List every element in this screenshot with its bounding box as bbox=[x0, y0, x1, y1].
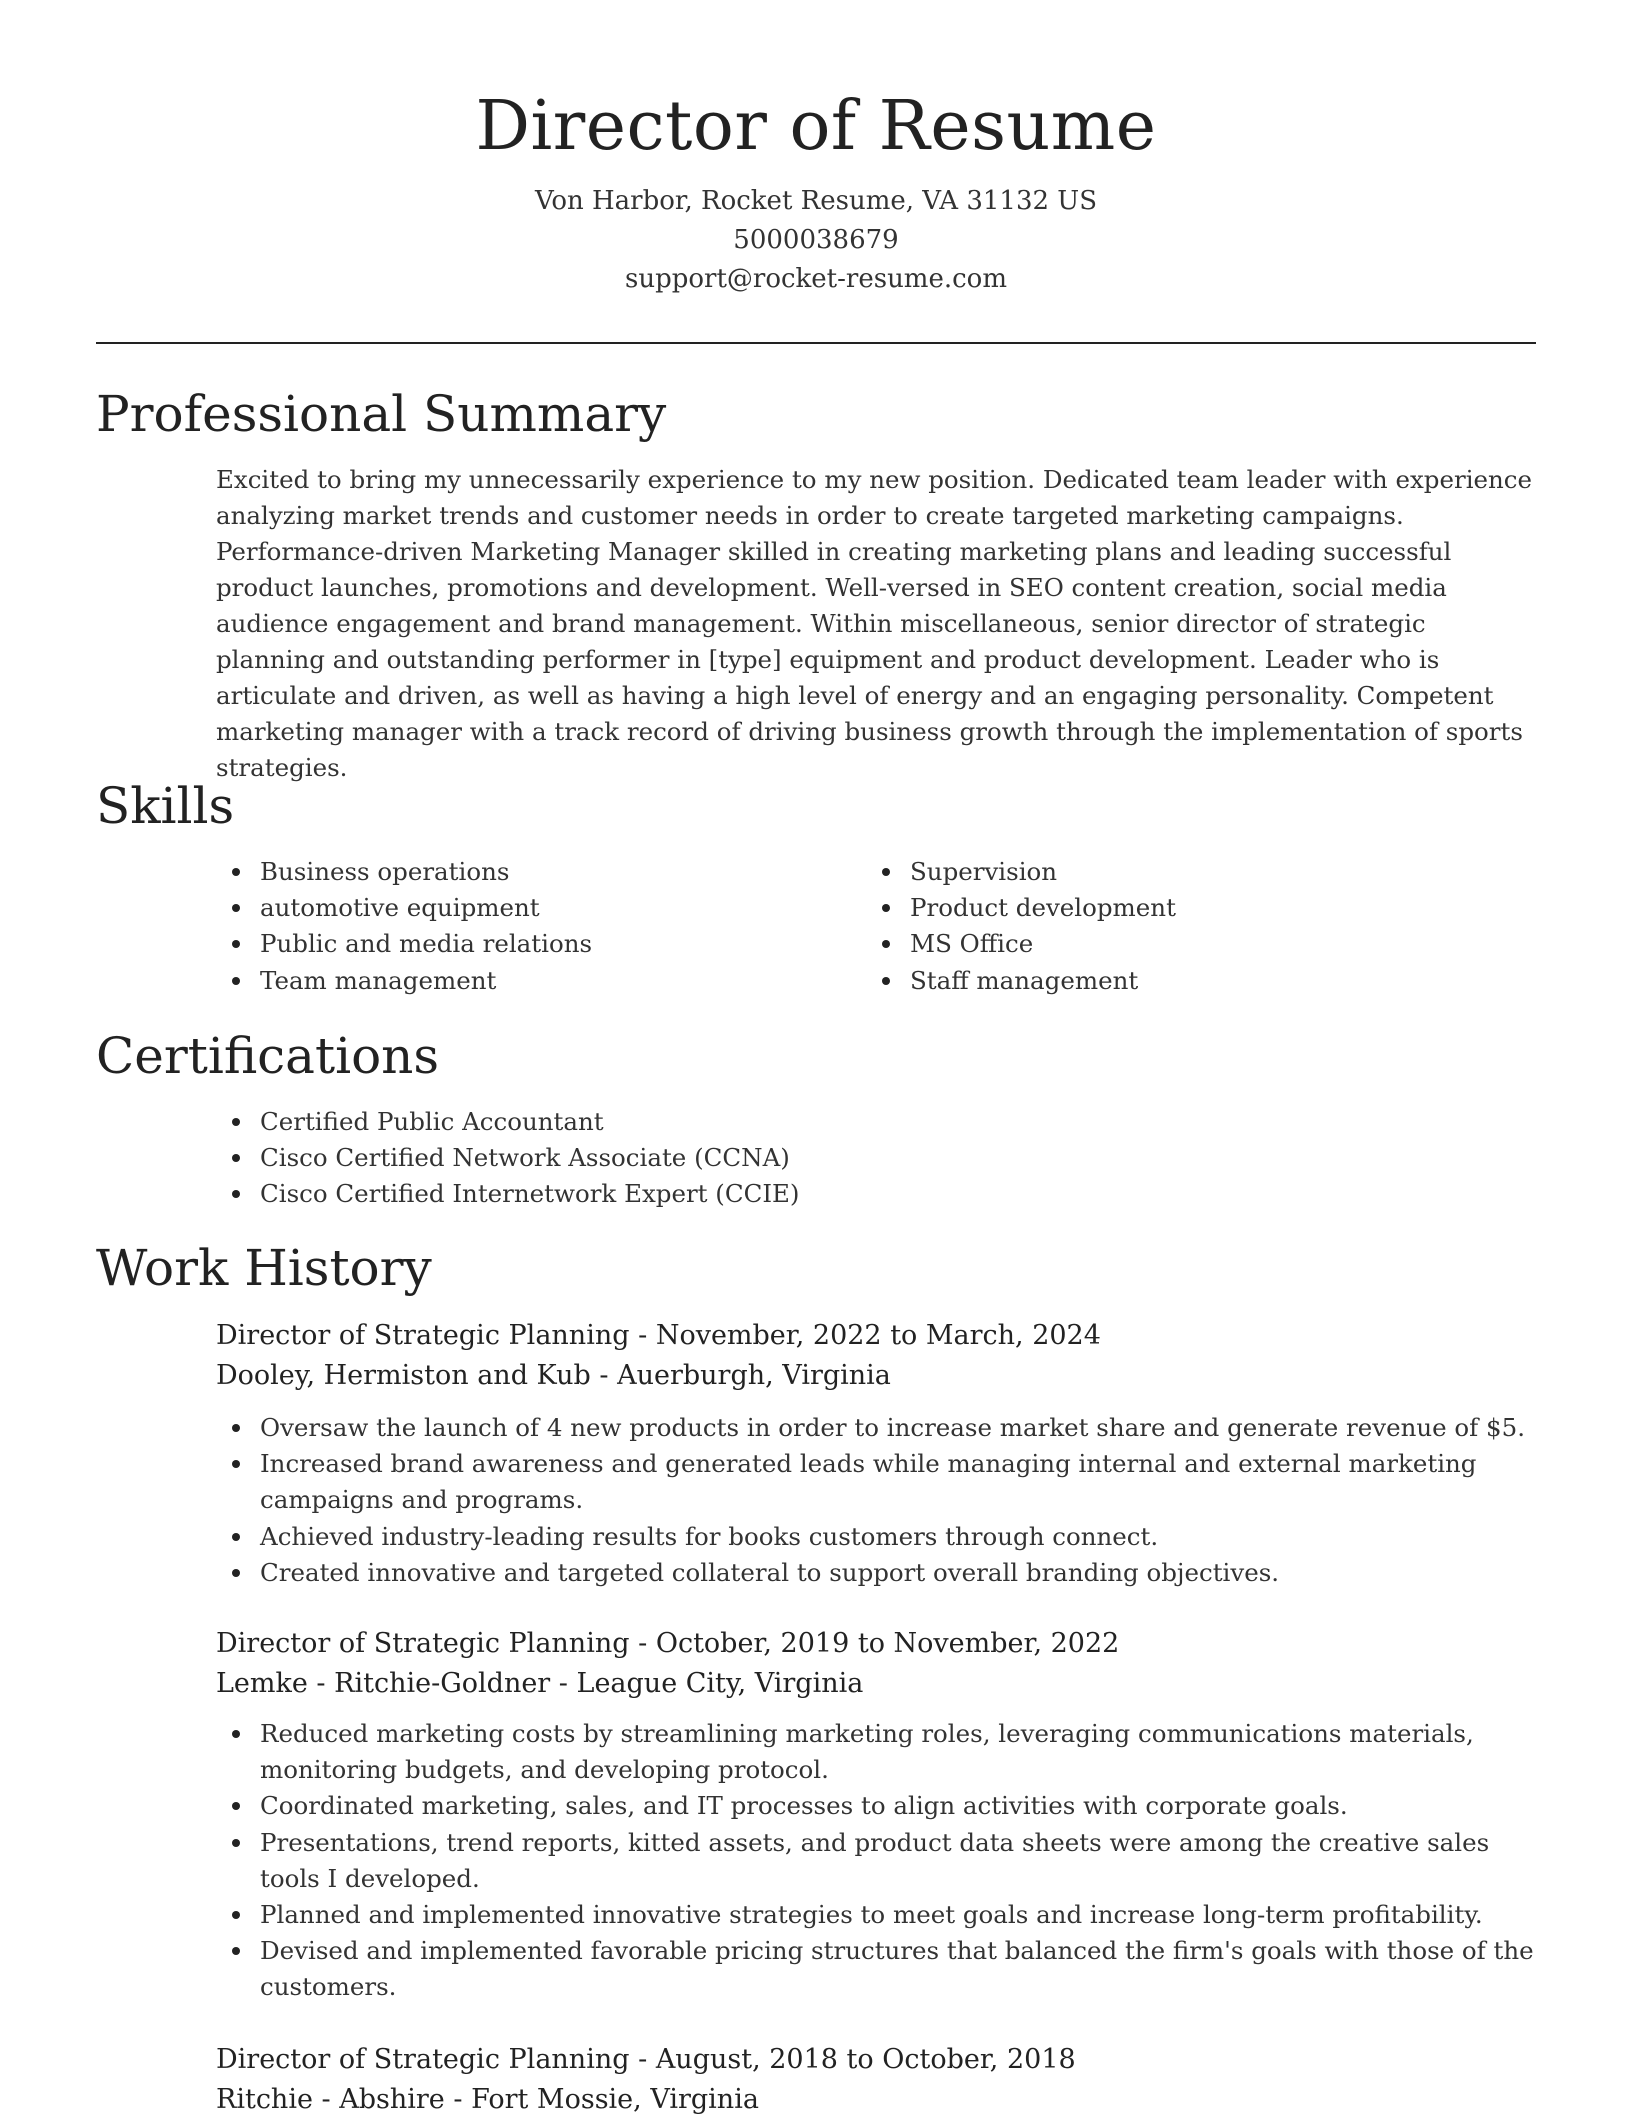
skill-item: Team management bbox=[216, 963, 866, 999]
candidate-name: Director of Resume bbox=[475, 87, 1157, 166]
job-bullet: Oversaw the launch of 4 new products in order to increase market share and generate revenue of $5. bbox=[216, 1410, 1536, 1446]
job-company: Lemke - Ritchie-Goldner bbox=[216, 1668, 551, 1699]
summary-heading: Professional Summary bbox=[96, 385, 667, 443]
job-location: Fort Mossie, Virginia bbox=[471, 2084, 759, 2115]
job-header bbox=[216, 1316, 1536, 1396]
job-title-line: Director of Strategic Planning - August, 2018 to October, 2018 bbox=[216, 2044, 1076, 2075]
job-title-line: Director of Strategic Planning - October, 2019 to November, 2022 bbox=[216, 1628, 1120, 1659]
certification-item: Cisco Certified Internetwork Expert (CCIE) bbox=[216, 1176, 1216, 1212]
certification-item: Certified Public Accountant bbox=[216, 1104, 1216, 1140]
job-dates: October, 2019 to November, 2022 bbox=[655, 1628, 1120, 1659]
summary-text: Excited to bring my unnecessarily experience to my new position. Dedicated team leader with experience analyzing market trends and customer needs in order to create targeted marketing campaigns. Performance-driven Marketing Manager skilled in creating marketing plans and leading successful product launches, promotions and development. Well-versed in SEO content creation, social media audience engagement and brand management. Within miscellaneous, senior director of strategic planning and outstanding performer in [type] equipment and product development. Leader who is articulate and driven, as well as having a high level of energy and an engaging personality. Competent marketing manager with a track record of driving business growth through the implementation of sports strategies. bbox=[216, 465, 1533, 782]
job-dates: August, 2018 to October, 2018 bbox=[655, 2044, 1076, 2075]
job-company-line: Dooley, Hermiston and Kub - Auerburgh, Virginia bbox=[216, 1360, 891, 1391]
job-location: Auerburgh, Virginia bbox=[617, 1360, 891, 1391]
job-bullet: Increased brand awareness and generated leads while managing internal and external marketing campaigns and programs. bbox=[216, 1446, 1536, 1518]
resume-header bbox=[96, 80, 1536, 299]
skill-item: Business operations bbox=[216, 854, 866, 890]
skill-item: Product development bbox=[866, 890, 1516, 926]
job-company: Dooley, Hermiston and Kub bbox=[216, 1360, 591, 1391]
email-line: support@rocket-resume.com bbox=[624, 264, 1007, 294]
job-dates: November, 2022 to March, 2024 bbox=[655, 1320, 1101, 1351]
skill-item: Supervision bbox=[866, 854, 1516, 890]
job-bullet: Achieved industry-leading results for books customers through connect. bbox=[216, 1519, 1536, 1555]
skill-item: automotive equipment bbox=[216, 890, 866, 926]
skill-item: MS Office bbox=[866, 926, 1516, 962]
job-title: Director of Strategic Planning bbox=[216, 2044, 630, 2075]
job-bullet: Presentations, trend reports, kitted assets, and product data sheets were among the creative sales tools I developed. bbox=[216, 1825, 1536, 1897]
address-line: Von Harbor, Rocket Resume, VA 31132 US bbox=[534, 186, 1098, 216]
job-bullet: Coordinated marketing, sales, and IT processes to align activities with corporate goals. bbox=[216, 1788, 1536, 1824]
skills-heading: Skills bbox=[96, 777, 235, 835]
job-bullet: Created innovative and targeted collateral to support overall branding objectives. bbox=[216, 1555, 1536, 1591]
job-company-line: Ritchie - Abshire - Fort Mossie, Virginia bbox=[216, 2084, 759, 2115]
phone-line: 5000038679 bbox=[733, 225, 899, 255]
job-location: League City, Virginia bbox=[576, 1668, 864, 1699]
certification-item: Cisco Certified Network Associate (CCNA) bbox=[216, 1140, 1216, 1176]
certifications-list bbox=[216, 1104, 1216, 1213]
skill-item: Public and media relations bbox=[216, 926, 866, 962]
skill-item: Staff management bbox=[866, 963, 1516, 999]
certifications-heading: Certifications bbox=[96, 1027, 440, 1085]
job-title: Director of Strategic Planning bbox=[216, 1628, 630, 1659]
header-divider bbox=[96, 342, 1536, 344]
job-bullet: Reduced marketing costs by streamlining marketing roles, leveraging communications materials, monitoring budgets, and developing protocol. bbox=[216, 1716, 1536, 1788]
skills-list-left bbox=[216, 854, 866, 999]
job-bullet: Planned and implemented innovative strategies to meet goals and increase long-term profitability. bbox=[216, 1897, 1536, 1933]
job-company: Ritchie - Abshire bbox=[216, 2084, 445, 2115]
job-title: Director of Strategic Planning bbox=[216, 1320, 630, 1351]
job-title-line: Director of Strategic Planning - November, 2022 to March, 2024 bbox=[216, 1320, 1101, 1351]
job-company-line: Lemke - Ritchie-Goldner - League City, Virginia bbox=[216, 1668, 864, 1699]
job-bullet-list bbox=[216, 1410, 1536, 1591]
skills-list-right bbox=[866, 854, 1516, 999]
job-bullet: Devised and implemented favorable pricing structures that balanced the firm's goals with those of the customers. bbox=[216, 1933, 1536, 2005]
job-bullet-list bbox=[216, 1716, 1536, 2006]
job-header bbox=[216, 1624, 1536, 1704]
work-history-heading: Work History bbox=[96, 1239, 432, 1297]
job-header bbox=[216, 2040, 1536, 2120]
